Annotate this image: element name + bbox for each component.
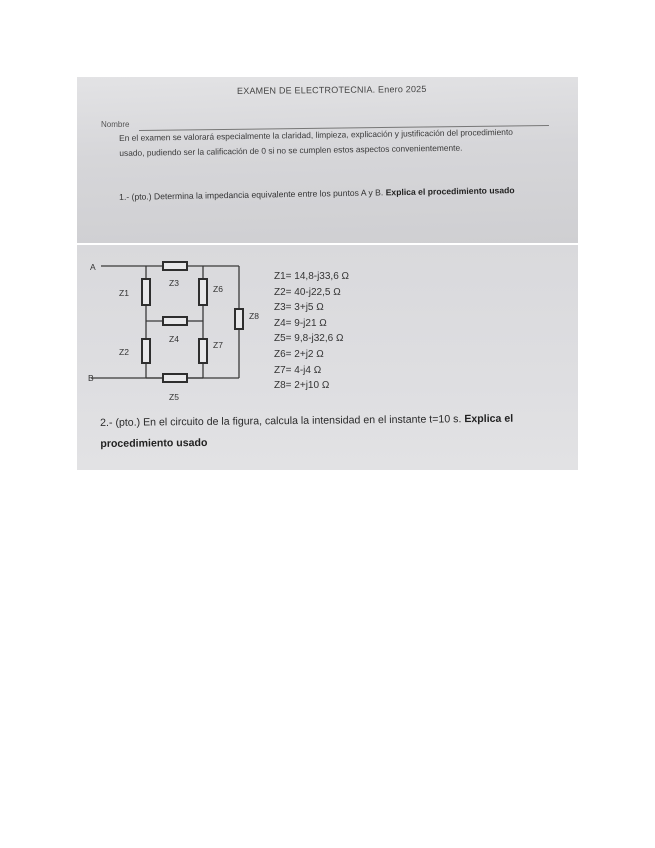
value-z3: Z3= 3+j5 Ω bbox=[274, 302, 324, 314]
question-2 bbox=[100, 408, 570, 455]
label-z2: Z2 bbox=[119, 347, 129, 357]
impedance-values bbox=[274, 269, 349, 394]
question-1 bbox=[119, 182, 559, 205]
value-z7: Z7= 4-j4 Ω bbox=[274, 364, 322, 376]
resistor-z1 bbox=[142, 279, 150, 305]
value-z8: Z8= 2+j10 Ω bbox=[274, 380, 330, 392]
value-z6: Z6= 2+j2 Ω bbox=[274, 348, 324, 360]
nombre-label: Nombre bbox=[101, 120, 130, 129]
label-z3: Z3 bbox=[169, 278, 179, 288]
exam-title: EXAMEN DE ELECTROTECNIA. Enero 2025 bbox=[236, 84, 427, 96]
value-z1: Z1= 14,8-j33,6 Ω bbox=[274, 271, 350, 282]
value-z2: Z2= 40-j22,5 Ω bbox=[274, 286, 341, 298]
resistor-z6 bbox=[199, 279, 207, 305]
label-z1: Z1 bbox=[119, 288, 129, 298]
node-a-label: A bbox=[90, 262, 96, 272]
question-2-text: 2.- (pto.) En el circuito de la figura, calcula la intensidad en el instante t=10 s. bbox=[100, 413, 462, 429]
instructions-text: En el examen se valorará especialmente la claridad, limpieza, explicación y justificación del procedimiento usado, pudiendo ser la calificación de 0 si no se cumplen estos aspectos convenientemente. bbox=[119, 126, 513, 158]
question-1-text: 1.- (pto.) Determina la impedancia equivalente entre los puntos A y B. bbox=[119, 187, 384, 202]
resistor-z3 bbox=[163, 262, 187, 270]
question-1-bold: Explica el procedimiento usado bbox=[385, 185, 515, 198]
resistor-z5 bbox=[163, 374, 187, 382]
label-z5: Z5 bbox=[169, 392, 179, 402]
exam-photo-header bbox=[77, 77, 578, 243]
label-z7: Z7 bbox=[213, 340, 223, 350]
resistor-z4 bbox=[163, 317, 187, 325]
circuit-diagram bbox=[77, 245, 277, 410]
label-z4: Z4 bbox=[169, 334, 179, 344]
resistor-z7 bbox=[199, 339, 207, 363]
node-b-label: B bbox=[88, 373, 94, 383]
value-z4: Z4= 9-j21 Ω bbox=[274, 317, 327, 329]
resistor-z8 bbox=[235, 309, 243, 329]
value-z5: Z5= 9,8-j32,6 Ω bbox=[274, 333, 344, 345]
exam-photo-circuit bbox=[77, 245, 578, 470]
label-z8: Z8 bbox=[249, 311, 259, 321]
resistor-z2 bbox=[142, 339, 150, 363]
label-z6: Z6 bbox=[213, 284, 223, 294]
question-2-bold: Explica el procedimiento usado bbox=[100, 412, 514, 450]
